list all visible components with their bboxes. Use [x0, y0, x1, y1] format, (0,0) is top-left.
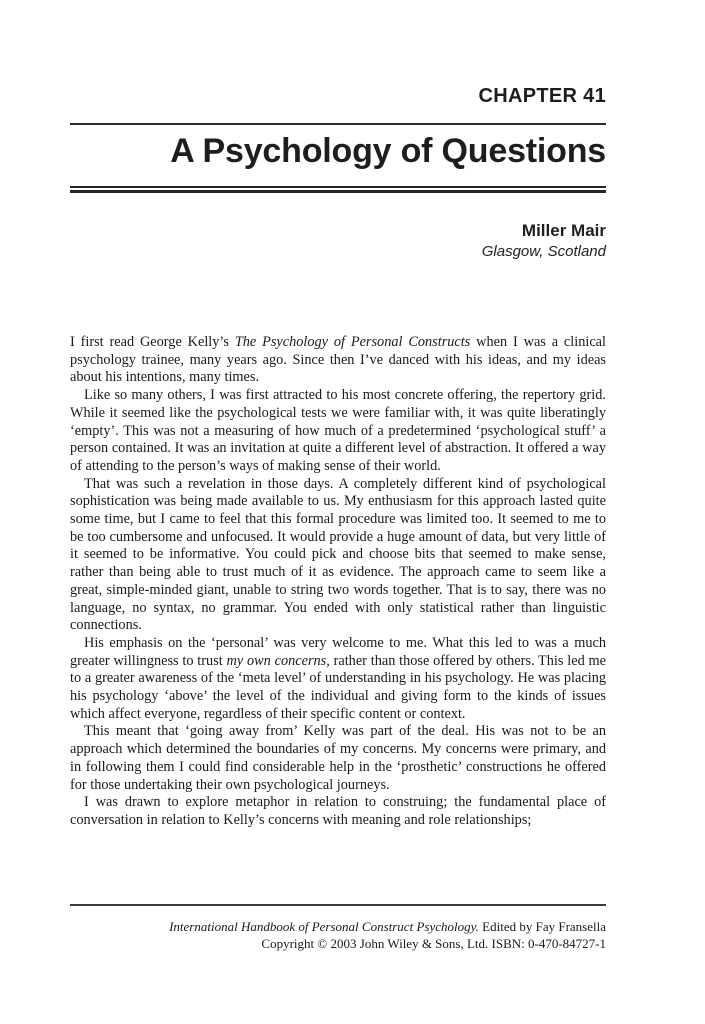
paragraph	[70, 387, 606, 476]
italic-text-segment: The Psychology of Personal Constructs	[234, 334, 471, 350]
text-segment: I was drawn to explore metaphor in relation to construing; the fundamental place of conversation in relation to Kelly’s concerns with meaning and role relationships;	[70, 794, 606, 828]
text-segment: Like so many others, I was first attracted to his most concrete offering, the repertory grid. While it seemed like the psychological tests we were familiar with, it was quite liberatingly ‘empty’. This was not a measuring of how much of a predetermined ‘psychological stuff’ a person contained. It was an invitation at quite a different level of abstraction. It offered a way of attending to the person’s ways of making sense of their world.	[70, 387, 606, 474]
text-segment: when I was a clinical psychology trainee, many years ago. Since then I’ve danced with his ideas, and my ideas about his intentions, many times.	[70, 334, 606, 386]
book-title-italic: International Handbook of Personal Construct Psychology.	[169, 919, 479, 934]
chapter-title: A Psychology of Questions	[170, 132, 606, 170]
footer-editor-text: Edited by Fay Fransella	[478, 919, 606, 934]
italic-text-segment: my own concerns	[226, 652, 327, 669]
text-segment: , rather than those offered by others. This led me to a greater awareness of the ‘meta level’ of understanding in his psychology. He was placing his psychology ‘above’ the level of the individual and giving form to the kinds of issues which affect everyone, regardless of their specific content or context.	[70, 652, 606, 722]
body-text	[70, 334, 606, 830]
text-segment: His emphasis on the ‘personal’ was very welcome to me. What this led to was a much greater willingness to trust	[70, 634, 606, 669]
footer-credit	[70, 918, 606, 952]
text-segment: That was such a revelation in those days. A completely different kind of psychological sophistication was being made available to us. My enthusiasm for this approach lasted quite some time, but I came to feel that this formal procedure was limited too. It seemed to me to be too cumbersome and unfocused. It would provide a huge amount of data, but very little of it seemed to be informative. You could pick and choose bits that seemed to make sense, rather than being able to trust much of it as evidence. The approach came to seem like a great, simple-minded giant, unable to string two words together. That is to say, there was no language, no syntax, no grammar. You ended with only statistical rather than linguistic connections.	[70, 475, 606, 634]
text-segment: I first read George Kelly’s	[70, 334, 235, 350]
footer-credit-line-1	[70, 918, 606, 935]
author-name: Miller Mair	[521, 221, 606, 240]
footer-rule	[70, 904, 606, 906]
footer-credit-line-2: Copyright © 2003 John Wiley & Sons, Ltd. ISBN: 0-470-84727-1	[261, 936, 606, 951]
paragraph	[70, 794, 606, 829]
title-double-rule	[70, 186, 606, 193]
paragraph	[70, 334, 606, 387]
paragraph	[70, 723, 606, 794]
author-affiliation: Glasgow, Scotland	[481, 243, 606, 260]
chapter-label: CHAPTER 41	[478, 85, 606, 107]
paragraph	[70, 635, 606, 724]
paragraph	[70, 476, 606, 635]
text-segment: This meant that ‘going away from’ Kelly was part of the deal. His was not to be an approach which determined the boundaries of my concerns. My concerns were primary, and in following them I could find considerable help in the ‘prosthetic’ constructions he offered for those undertaking their own psychological journeys.	[70, 723, 606, 793]
header-rule	[70, 123, 606, 125]
